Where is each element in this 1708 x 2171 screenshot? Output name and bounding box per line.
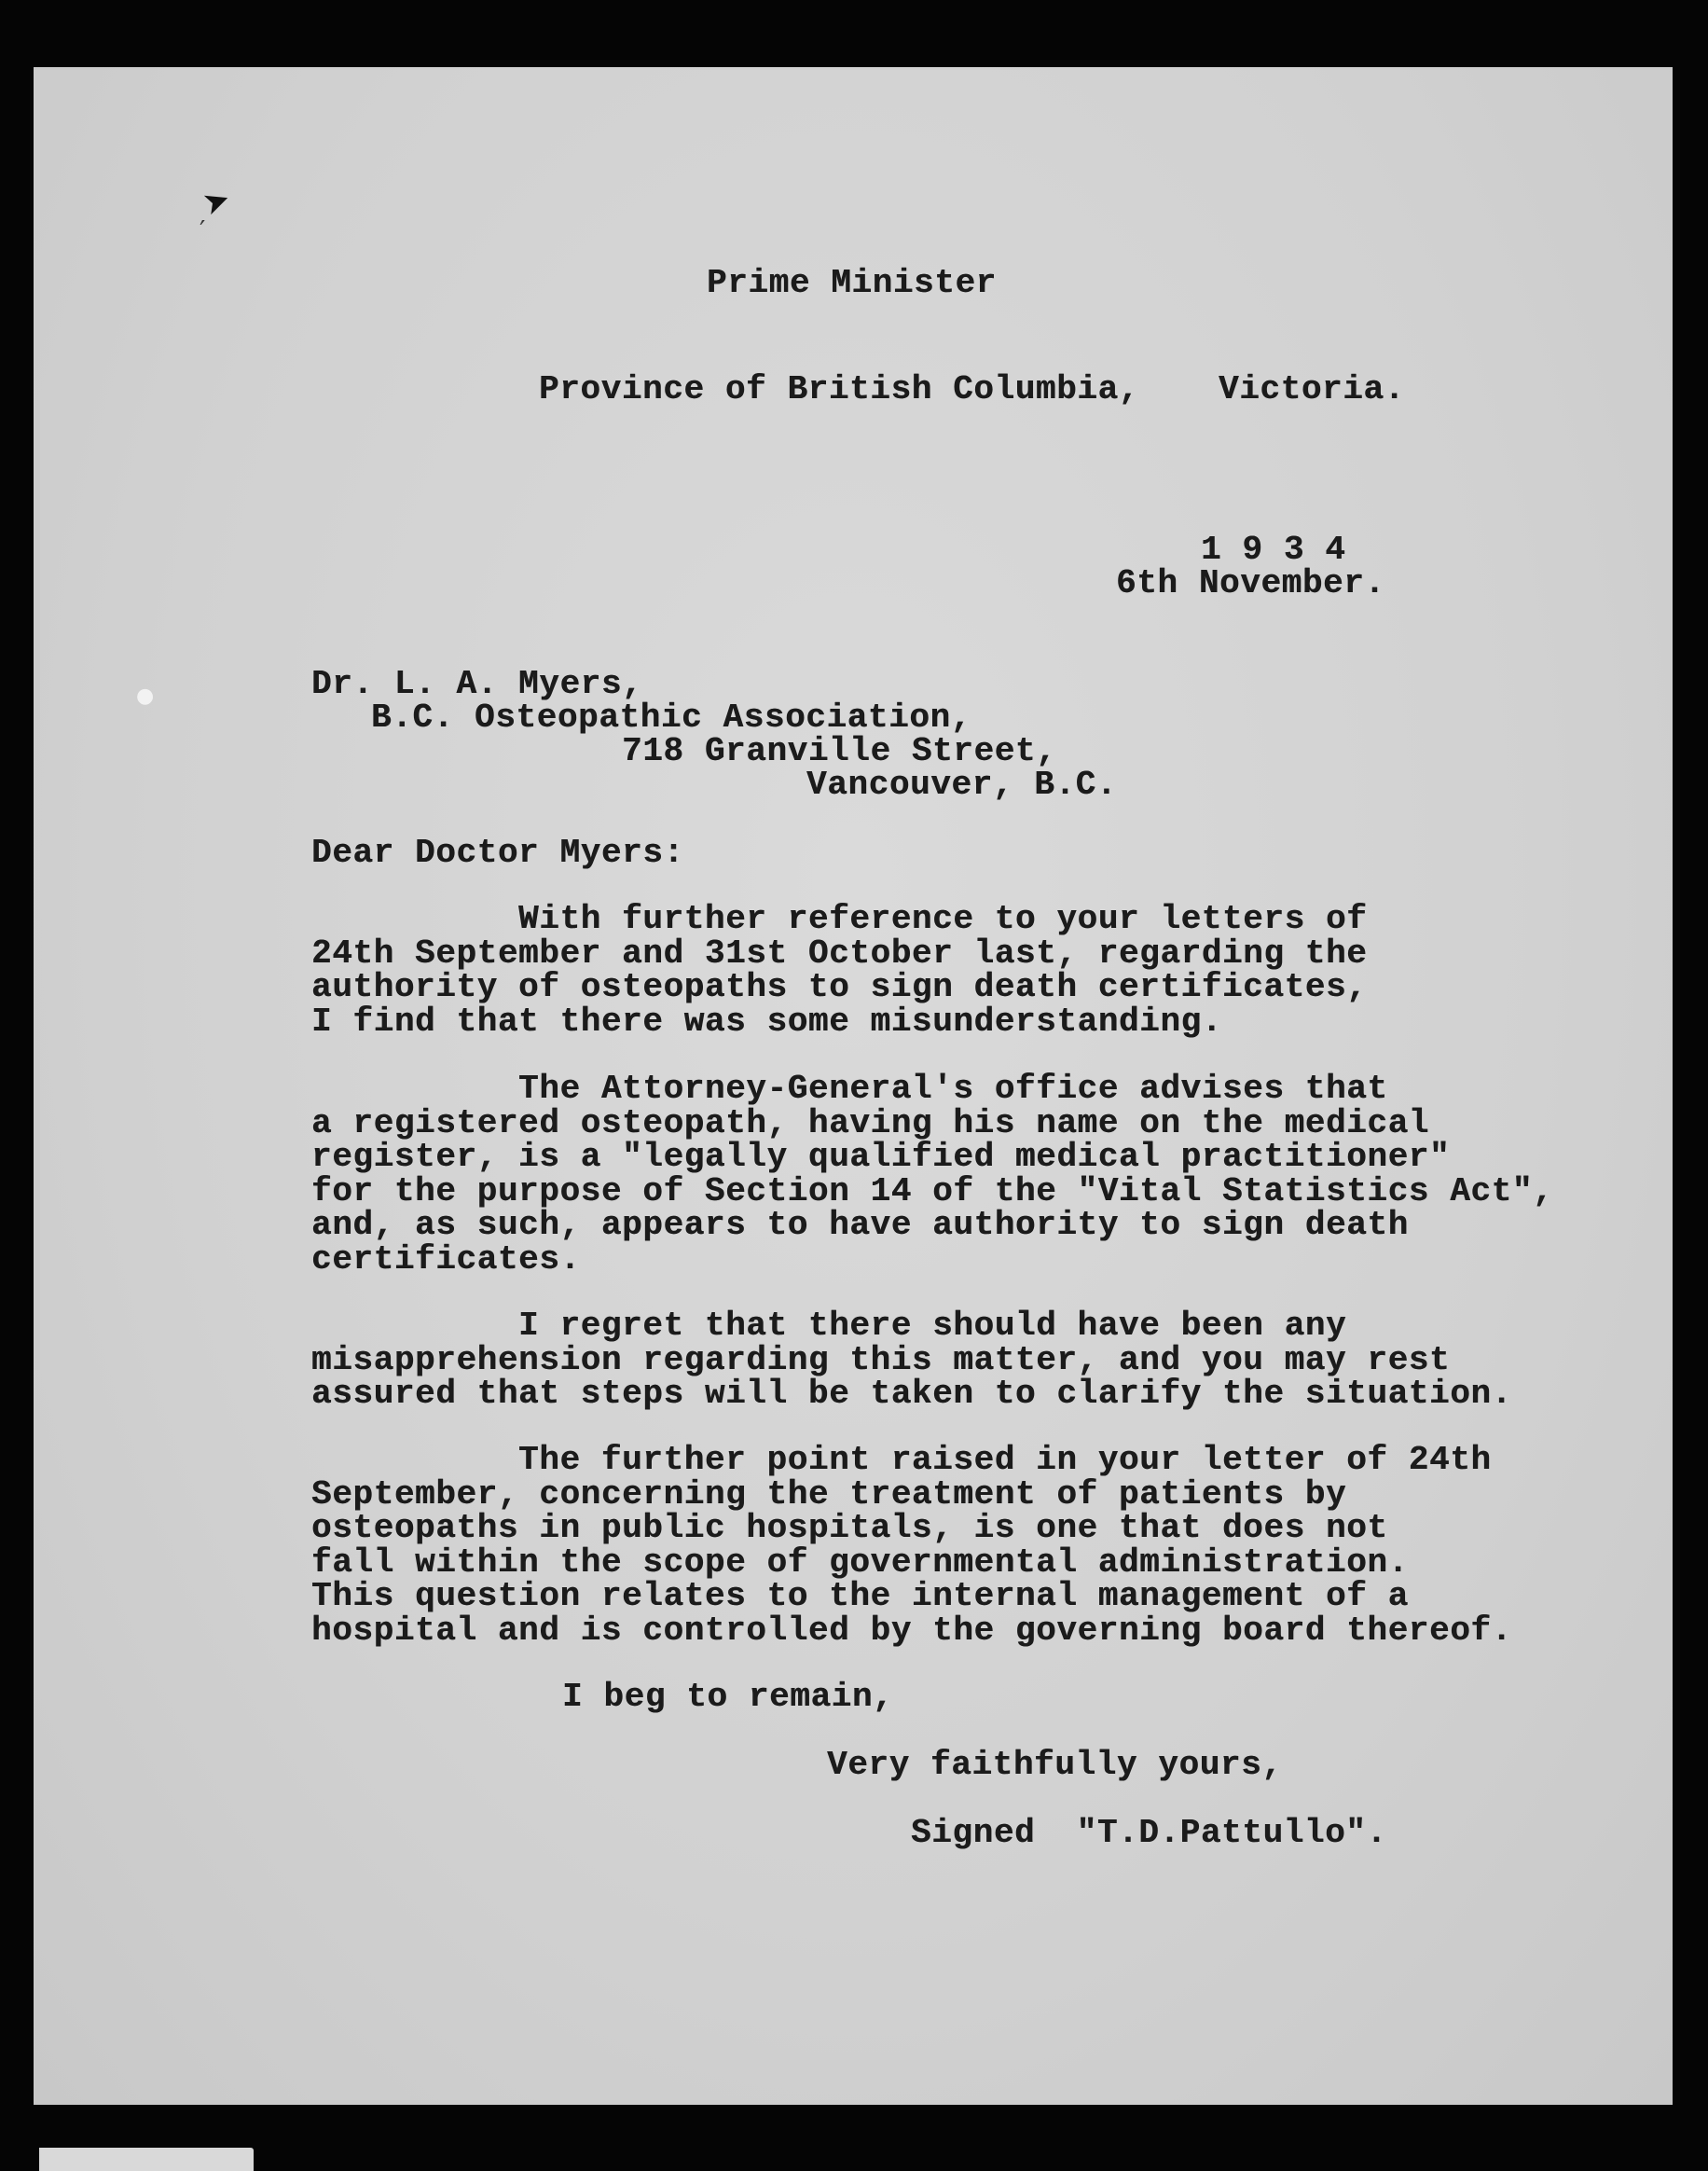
paragraph-line: I find that there was some misunderstanding. [311,1002,1222,1041]
ink-blot: ● [136,684,155,708]
paragraph-line: assured that steps will be taken to clarify the situation. [311,1375,1512,1413]
letterhead-province: Province of British Columbia, [539,370,1139,408]
paragraph-line: osteopaths in public hospitals, is one that does not [311,1509,1388,1547]
paragraph-line: The further point raised in your letter of 24th [311,1441,1492,1479]
recipient-name: Dr. L. A. Myers, [311,665,643,703]
body-paragraph-3 [311,1309,1617,1412]
closing-valediction: Very faithfully yours, [827,1746,1283,1784]
letterhead-title: Prime Minister [707,264,997,302]
ink-mark: ′ [200,214,206,245]
paragraph-line: a registered osteopath, having his name on the medical [311,1103,1429,1142]
paragraph-line: authority of osteopaths to sign death certificates, [311,968,1368,1006]
body-paragraph-4 [311,1441,1617,1650]
paragraph-line: With further reference to your letters of [311,900,1368,938]
recipient-street: 718 Granville Street, [622,732,1057,770]
letterhead-city: Victoria. [1219,370,1405,408]
paragraph-line: fall within the scope of governmental administration. [311,1542,1409,1582]
paragraph-line: September, concerning the treatment of patients by [311,1474,1347,1514]
body-paragraph-2 [311,1072,1617,1277]
recipient-city: Vancouver, B.C. [806,766,1118,804]
paragraph-line: certificates. [311,1239,581,1279]
paragraph-line: I regret that there should have been any [311,1307,1347,1345]
paragraph-line: register, is a "legally qualified medical practitioner" [311,1138,1451,1176]
date-day-month: 6th November. [1116,564,1385,602]
paragraph-line: and, as such, appears to have authority to sign death [311,1206,1409,1244]
body-paragraph-1 [311,900,1617,1041]
paragraph-line: 24th September and 31st October last, regarding the [311,933,1368,973]
ink-mark: ➤ [198,179,236,224]
recipient-organization: B.C. Osteopathic Association, [371,698,971,737]
paragraph-line: hospital and is controlled by the governing board thereof. [311,1611,1512,1650]
closing-signature: Signed "T.D.Pattullo". [911,1814,1387,1852]
paragraph-line: for the purpose of Section 14 of the "Vital Statistics Act", [311,1171,1554,1210]
salutation: Dear Doctor Myers: [311,834,684,872]
closing-remain: I beg to remain, [562,1678,894,1716]
date-year: 1 9 3 4 [1201,531,1346,569]
paragraph-line: This question relates to the internal management of a [311,1577,1409,1615]
film-frame-label [39,2148,254,2171]
paragraph-line: The Attorney-General's office advises that [311,1070,1388,1108]
paragraph-line: misapprehension regarding this matter, and you may rest [311,1340,1451,1379]
